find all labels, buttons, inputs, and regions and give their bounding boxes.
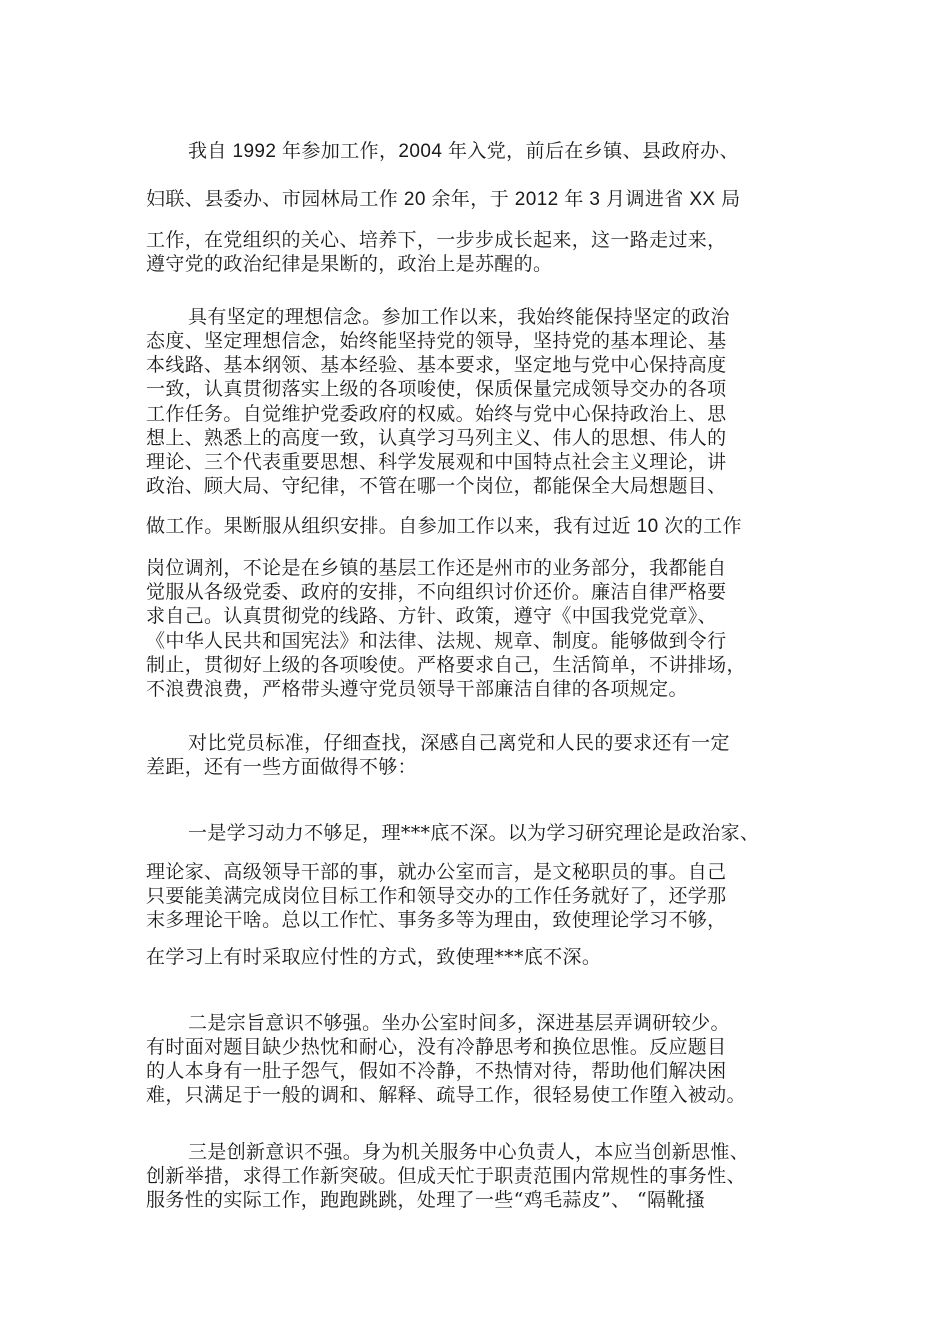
text-line: 服务性的实际工作，跑跑跳跳，处理了一些“鸡毛蒜皮”、 “隔靴搔 — [146, 1189, 706, 1211]
text-line: 创新举措，求得工作新突破。但成天忙于职责范围内常规性的事务性、 — [146, 1165, 746, 1187]
text-line: 在学习上有时采取应付性的方式，致使理***底不深。 — [146, 946, 602, 968]
text-line: 政治、顾大局、守纪律，不管在哪一个岗位，都能保全大局想题目、 — [146, 475, 727, 497]
text-line: 工作任务。自觉维护党委政府的权威。始终与党中心保持政治上、思 — [146, 403, 727, 425]
text-line: 难，只满足于一般的调和、解释、疏导工作，很轻易使工作堕入被动。 — [146, 1084, 746, 1106]
text-line: 二是宗旨意识不够强。坐办公室时间多，深进基层弄调研较少。 — [188, 1012, 730, 1034]
text-line: 本线路、基本纲领、基本经验、基本要求，坚定地与党中心保持高度 — [146, 354, 727, 376]
text-line: 态度、坚定理想信念，始终能坚持党的领导，坚持党的基本理论、基 — [146, 330, 727, 352]
text-line: 想上、熟悉上的高度一致，认真学习马列主义、伟人的思想、伟人的 — [146, 427, 727, 449]
text-line: 只要能美满完成岗位目标工作和领导交办的工作任务就好了，还学那 — [146, 885, 727, 907]
text-line: 有时面对题目缺少热忱和耐心，没有冷静思考和换位思惟。反应题目 — [146, 1036, 727, 1058]
text-line: 一是学习动力不够足，理***底不深。以为学习研究理论是政治家、 — [188, 822, 760, 844]
text-line: 理论、三个代表重要思想、科学发展观和中国特点社会主义理论，讲 — [146, 451, 727, 473]
text-line: 对比党员标准，仔细查找，深感自己离党和人民的要求还有一定 — [188, 732, 730, 754]
text-line: 不浪费浪费，严格带头遵守党员领导干部廉洁自律的各项规定。 — [146, 678, 688, 700]
text-line: 制止，贯彻好上级的各项唆使。严格要求自己，生活简单，不讲排场， — [146, 654, 746, 676]
text-line: 末多理论干啥。总以工作忙、事务多等为理由，致使理论学习不够， — [146, 909, 727, 931]
text-line: 工作，在党组织的关心、培养下，一步步成长起来，这一路走过来， — [146, 229, 727, 251]
text-line: 具有坚定的理想信念。参加工作以来，我始终能保持坚定的政治 — [188, 306, 730, 328]
text-line: 岗位调剂，不论是在乡镇的基层工作还是州市的业务部分，我都能自 — [146, 557, 727, 579]
text-line: 求自己。认真贯彻党的线路、方针、政策，遵守《中国我党党章》、 — [146, 605, 718, 627]
text-line: 我自 1992 年参加工作，2004 年入党，前后在乡镇、县政府办、 — [188, 141, 739, 162]
text-line: 遵守党的政治纪律是果断的，政治上是苏醒的。 — [146, 253, 553, 275]
text-line: 觉服从各级党委、政府的安排，不向组织讨价还价。廉洁自律严格要 — [146, 581, 727, 603]
text-line: 做工作。果断服从组织安排。自参加工作以来，我有过近 10 次的工作 — [146, 516, 742, 537]
text-line: 三是创新意识不强。身为机关服务中心负责人，本应当创新思惟、 — [188, 1141, 750, 1163]
text-line: 的人本身有一肚子怨气，假如不冷静，不热情对待，帮助他们解决困 — [146, 1060, 727, 1082]
text-line: 理论家、高级领导干部的事，就办公室而言，是文秘职员的事。自己 — [146, 861, 727, 883]
text-line: 妇联、县委办、市园林局工作 20 余年，于 2012 年 3 月调进省 XX 局 — [146, 189, 741, 210]
text-line: 差距，还有一些方面做得不够： — [146, 756, 417, 778]
text-line: 一致，认真贯彻落实上级的各项唆使，保质保量完成领导交办的各项 — [146, 378, 727, 400]
text-line: 《中华人民共和国宪法》和法律、法规、规章、制度。能够做到令行 — [146, 630, 727, 652]
